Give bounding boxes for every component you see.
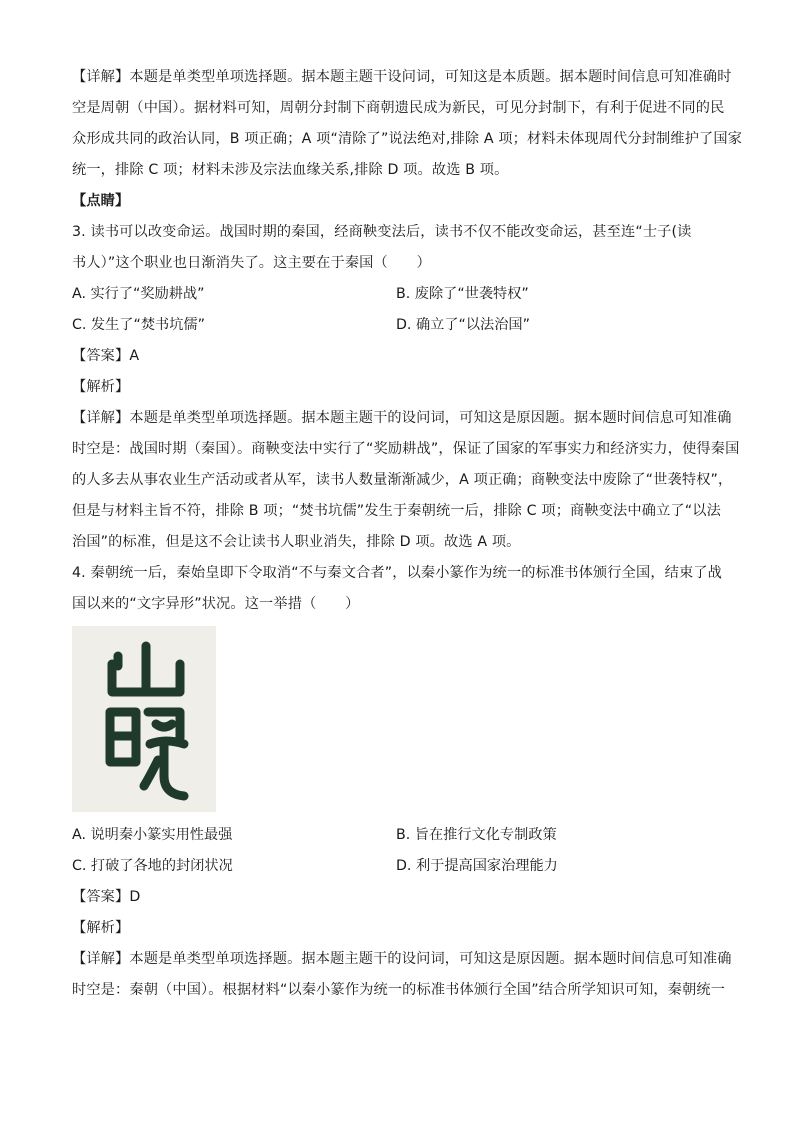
question-stem-line: 3. 读书可以改变命运。战国时期的秦国，经商鞅变法后，读书不仅不能改变命运，甚至连“士子(读 xyxy=(72,224,692,240)
text-line: 治国”的标准，但是这不会让读书人职业消失，排除 D 项。故选 A 项。 xyxy=(72,534,521,550)
question-4 xyxy=(72,558,732,1006)
text-line: 时空是：战国时期（秦国）。商鞅变法中实行了“奖励耕战”，保证了国家的军事实力和经济实力，使得秦国 xyxy=(72,441,740,457)
option-a: A. 实行了“奖励耕战” xyxy=(72,286,205,302)
seal-script-character-image xyxy=(72,626,216,812)
text-line: 【详解】本题是单类型单项选择题。据本题主题干的设问词，可知这是原因题。据本题时间信息可知准确 xyxy=(72,951,732,967)
text-line: 空是周朝（中国）。据材料可知，周朝分封制下商朝遗民成为新民，可见分封制下，有利于促进不同的民 xyxy=(72,100,725,116)
q4-explanation xyxy=(72,944,732,1006)
q2-explanation xyxy=(72,62,743,186)
option-d: D. 利于提高国家治理能力 xyxy=(396,858,558,874)
question-stem-line: 国以来的“文字异形”状况。这一举措（ ） xyxy=(72,596,360,612)
option-b: B. 废除了“世袭特权” xyxy=(396,286,529,302)
option-d: D. 确立了“以法治国” xyxy=(396,317,530,333)
text-line: 【详解】本题是单类型单项选择题。据本题主题干的设问词，可知这是原因题。据本题时间信息可知准确 xyxy=(72,410,732,426)
options-row xyxy=(72,279,722,310)
analysis-label: 【解析】 xyxy=(72,920,130,936)
text-line: 但是与材料主旨不符，排除 B 项；“焚书坑儒”发生于秦朝统一后，排除 C 项；商鞅变法中确立了“以法 xyxy=(72,503,721,519)
text-line: 【详解】本题是单类型单项选择题。据本题主题干设问词，可知这是本质题。据本题时间信息可知准确时 xyxy=(72,69,732,85)
options-row xyxy=(72,310,722,341)
text-line: 的人多去从事农业生产活动或者从军，读书人数量渐渐减少，A 项正确；商鞅变法中废除了“世袭特权”， xyxy=(72,472,733,488)
question-stem-line: 书人）”这个职业也日渐消失了。这主要在于秦国（ ） xyxy=(72,255,431,271)
q3-explanation xyxy=(72,403,740,558)
option-c: C. 发生了“焚书坑儒” xyxy=(72,317,205,333)
question-3 xyxy=(72,217,740,558)
answer-line: 【答案】D xyxy=(72,889,141,905)
option-a: A. 说明秦小篆实用性最强 xyxy=(72,827,233,843)
text-line: 时空是：秦朝（中国）。根据材料“以秦小篆作为统一的标准书体颁行全国”结合所学知识可知，秦朝统一 xyxy=(72,982,726,998)
q2-point-label: 【点睛】 xyxy=(72,193,130,209)
option-c: C. 打破了各地的封闭状况 xyxy=(72,858,233,874)
text-line: 众形成共同的政治认同，B 项正确；A 项“清除了”说法绝对,排除 A 项；材料未体现周代分封制维护了国家 xyxy=(72,131,743,147)
seal-script-glyph xyxy=(72,626,216,812)
options-row xyxy=(72,851,722,882)
question-stem-line: 4. 秦朝统一后，秦始皇即下令取消“不与秦文合者”，以秦小篆作为统一的标准书体颁行全国，结束了战 xyxy=(72,565,723,581)
answer-line: 【答案】A xyxy=(72,348,140,364)
text-line: 统一，排除 C 项；材料未涉及宗法血缘关系,排除 D 项。故选 B 项。 xyxy=(72,162,509,178)
option-b: B. 旨在推行文化专制政策 xyxy=(396,827,557,843)
analysis-label: 【解析】 xyxy=(72,379,130,395)
options-row xyxy=(72,820,722,851)
document-page xyxy=(72,62,743,1006)
